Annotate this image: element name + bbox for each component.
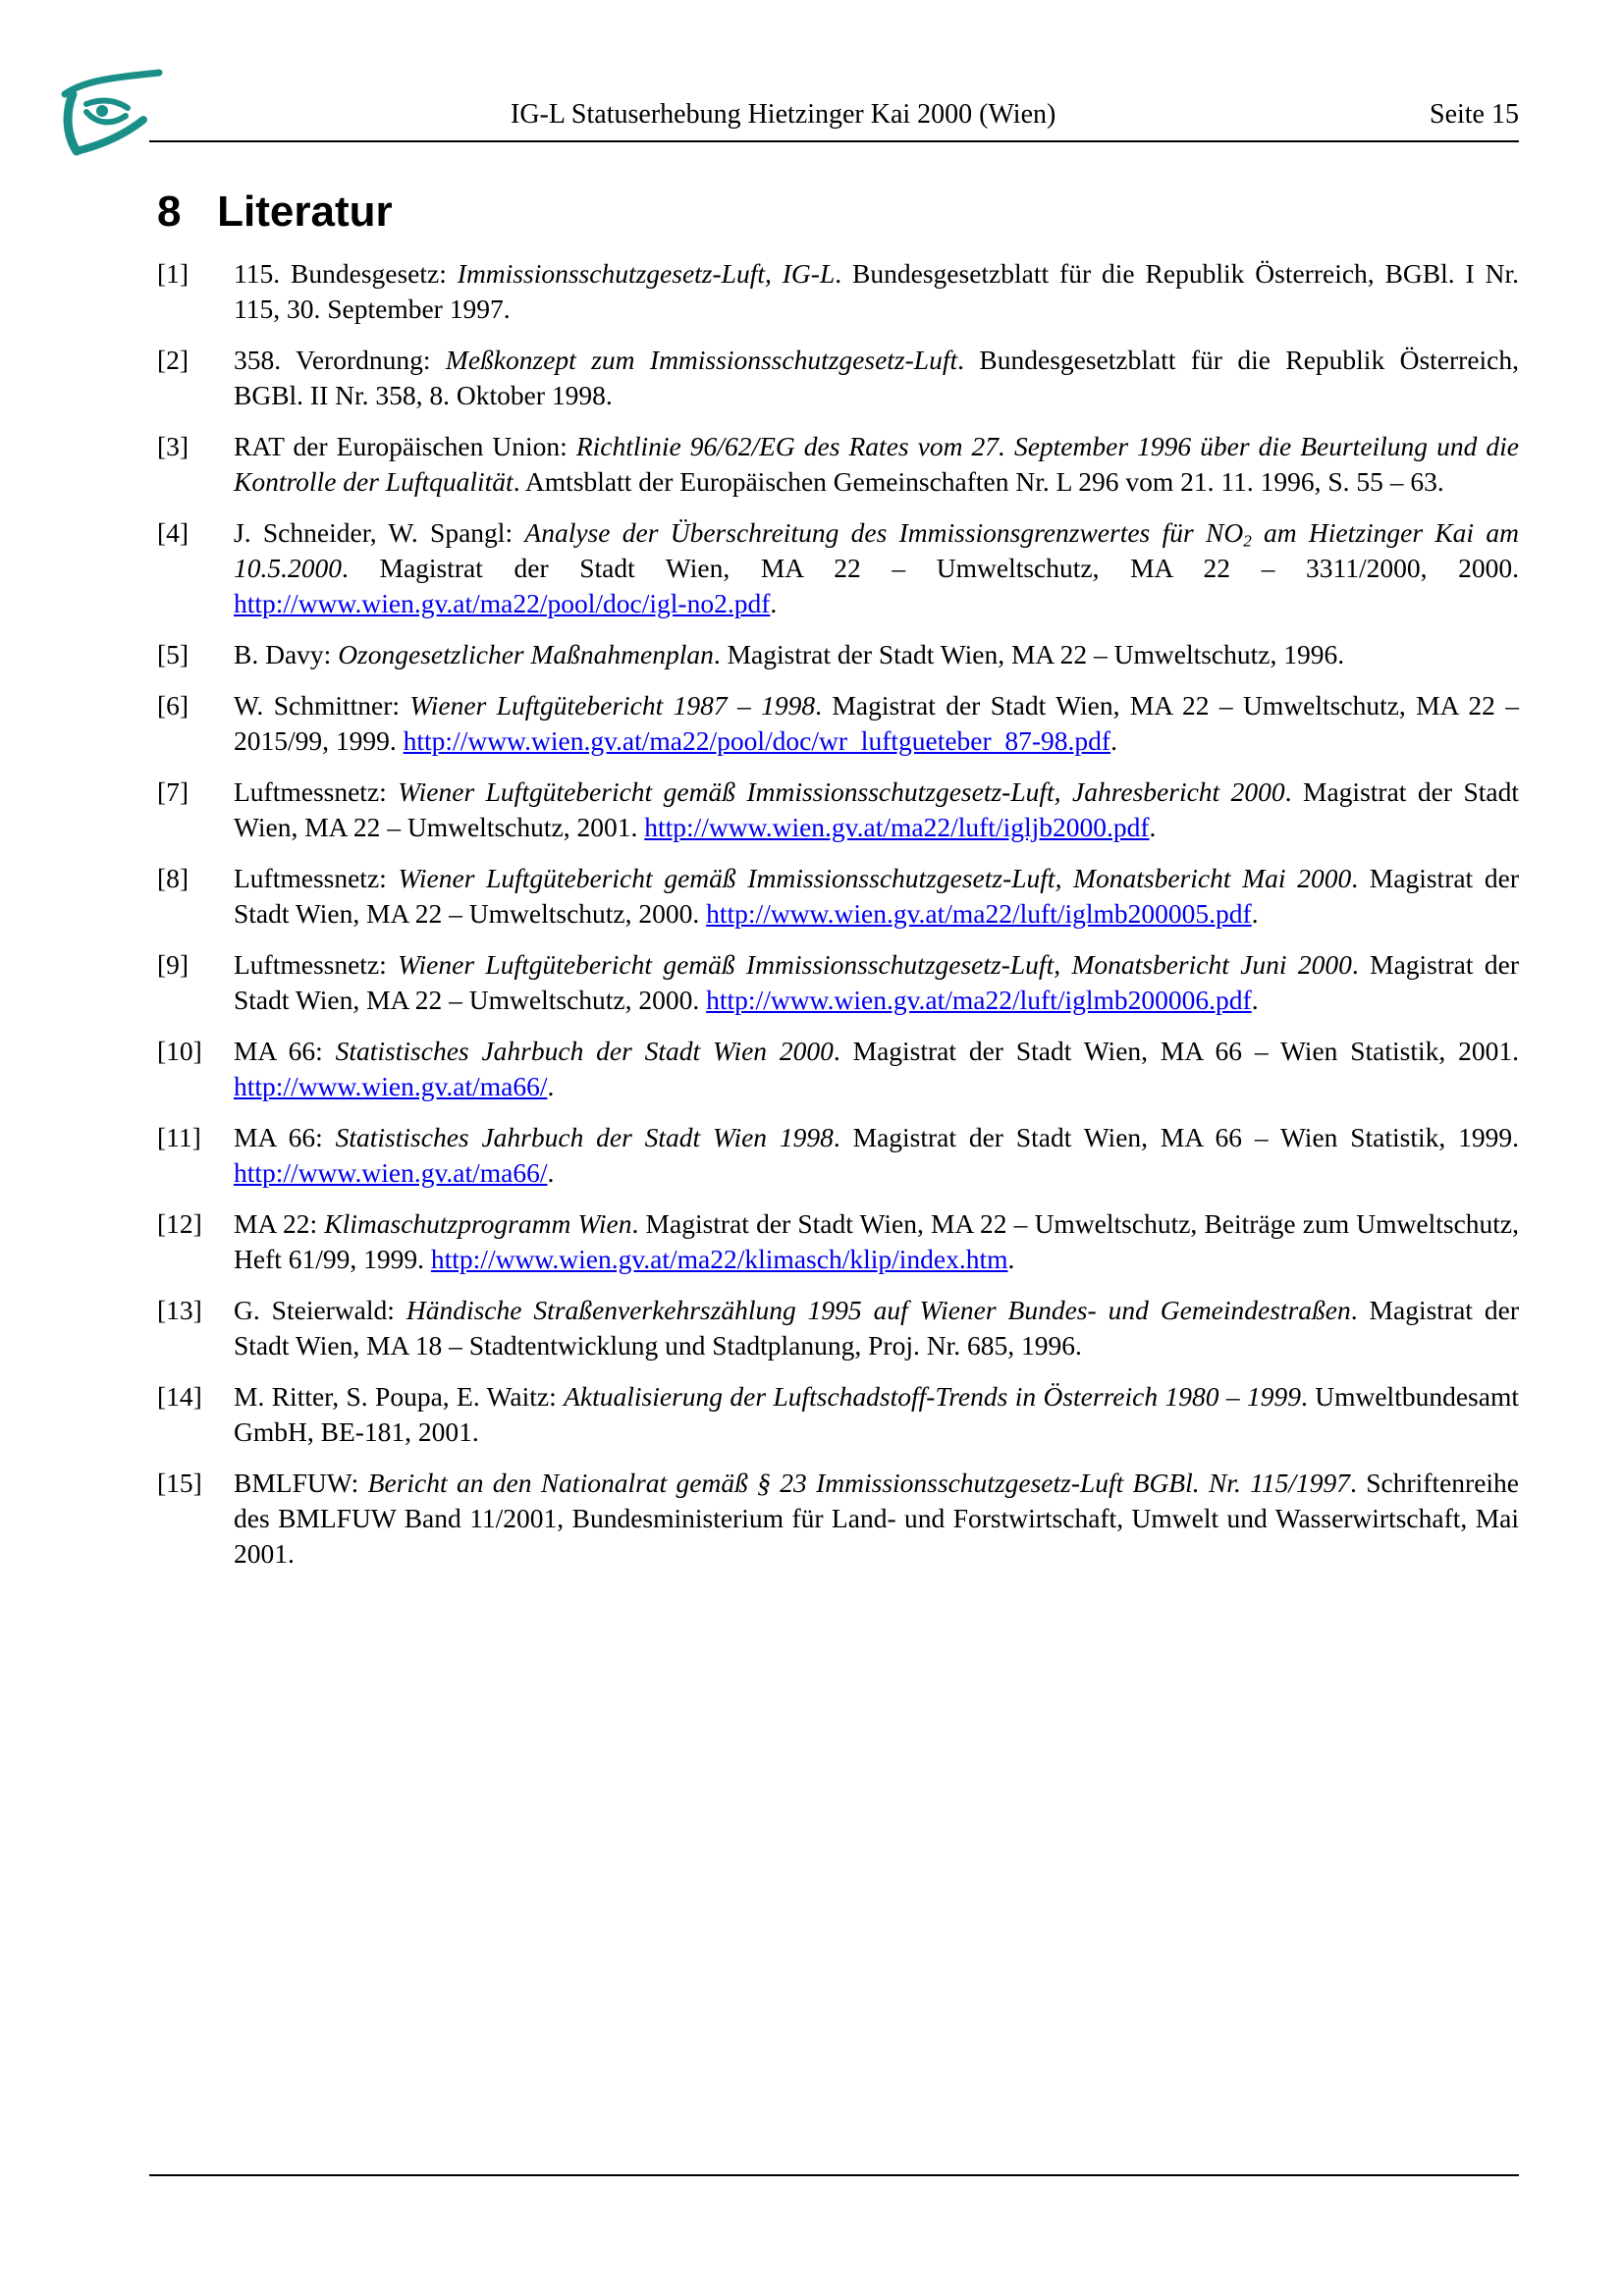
reference-author: Luftmessnetz: (234, 776, 399, 807)
teal-eye-logo-icon (57, 65, 163, 159)
reference-link[interactable]: http://www.wien.gv.at/ma22/pool/doc/igl-no2.pdf (234, 588, 771, 618)
reference-details: . Magistrat der Stadt Wien, MA 22 – Umweltschutz, MA 22 – 3311/2000, 2000. (342, 553, 1519, 583)
reference-item: [8] Luftmessnetz: Wiener Luftgütebericht gemäß Immissionsschutzgesetz-Luft, Monatsbericht Mai 2000. Magistrat der Stadt Wien, MA 22 – Umweltschutz, 2000. http://www.wien.gv.at/ma22/luft/iglmb200005.pdf. (157, 863, 1520, 929)
reference-details: . Magistrat der Stadt Wien, MA 22 – Umweltschutz, MA 22 – 2015/99, 1999. (234, 690, 1519, 756)
reference-title: Aktualisierung der Luftschadstoff-Trends in Österreich 1980 – 1999 (564, 1381, 1301, 1412)
reference-number: [12] (157, 1208, 202, 1239)
reference-item (157, 637, 1519, 672)
reference-details: . Magistrat der Stadt Wien, MA 22 – Umweltschutz, 2000. (234, 949, 1520, 1015)
reference-author: BMLFUW: (234, 1468, 368, 1498)
reference-title: Bericht an den Nationalrat gemäß § 23 Immissionsschutzgesetz-Luft BGBl. Nr. 115/1997 (367, 1468, 1351, 1498)
reference-item (157, 256, 1519, 327)
reference-number: [9] (157, 949, 189, 980)
reference-title: Ozongesetzlicher Maßnahmenplan (338, 639, 714, 669)
reference-number: [5] (157, 639, 189, 669)
reference-link[interactable]: http://www.wien.gv.at/ma22/luft/iglmb200006.pdf (706, 985, 1252, 1015)
section-number: 8 (157, 187, 182, 236)
reference-details: . Magistrat der Stadt Wien, MA 66 – Wien Statistik, 2001. (833, 1036, 1520, 1066)
reference-list (157, 256, 1519, 1587)
reference-author: B. Davy: (234, 639, 339, 669)
reference-item (157, 429, 1519, 500)
reference-author: M. Ritter, S. Poupa, E. Waitz: (234, 1381, 565, 1412)
reference-title: Analyse der Überschreitung des Immissionsgrenzwertes für $NO_2$ am Hietzinger Kai am 10.5.2000 (234, 517, 1519, 583)
reference-title: Statistisches Jahrbuch der Stadt Wien 2000 (335, 1036, 834, 1066)
reference-item (157, 1293, 1519, 1363)
reference-details: . Bundesgesetzblatt für die Republik Österreich, BGBl. II Nr. 358, 8. Oktober 1998. (234, 345, 1519, 410)
reference-number: [13] (157, 1295, 202, 1325)
reference-details: . Magistrat der Stadt Wien, MA 66 – Wien Statistik, 1999. (833, 1122, 1520, 1152)
reference-number: [8] (157, 863, 189, 893)
reference-link[interactable]: http://www.wien.gv.at/ma22/klimasch/klip/index.htm (430, 1244, 1008, 1274)
reference-item: [7] Luftmessnetz: Wiener Luftgütebericht gemäß Immissionsschutzgesetz-Luft, Jahresbericht 2000. Magistrat der Stadt Wien, MA 22 – Umweltschutz, 2001. http://www.wien.gv.at/ma22/luft/igljb2000.pdf. (157, 776, 1519, 842)
reference-details: . Umweltbundesamt GmbH, BE-181, 2001. (234, 1381, 1519, 1447)
reference-item (157, 343, 1519, 413)
reference-number: [10] (157, 1036, 202, 1066)
reference-title: Wiener Luftgütebericht gemäß Immissionsschutzgesetz-Luft, Monatsbericht Juni 2000 (398, 949, 1352, 980)
reference-details: . Magistrat der Stadt Wien, MA 22 – Umweltschutz, 2001. (234, 776, 1519, 842)
page-number: Seite 15 (1430, 99, 1519, 130)
reference-author: MA 66: (234, 1036, 336, 1066)
reference-author: G. Steierwald: (234, 1295, 406, 1325)
reference-author: 115. Bundesgesetz: (234, 258, 458, 289)
reference-link[interactable]: http://www.wien.gv.at/ma22/pool/doc/wr_luftgueteber_87-98.pdf (403, 725, 1111, 756)
reference-number: [3] (157, 431, 189, 461)
reference-details: . Magistrat der Stadt Wien, MA 22 – Umweltschutz, Beiträge zum Umweltschutz, Heft 61/99, 1999. (234, 1208, 1519, 1274)
reference-author: RAT der Europäischen Union: (234, 431, 576, 461)
section-title: Literatur (217, 187, 393, 236)
reference-title: Wiener Luftgütebericht gemäß Immissionsschutzgesetz-Luft, Monatsbericht Mai 2000 (398, 863, 1352, 893)
reference-number: [1] (157, 258, 189, 289)
reference-link[interactable]: http://www.wien.gv.at/ma66/ (234, 1157, 548, 1188)
footer-rule (149, 2174, 1519, 2176)
reference-number: [15] (157, 1468, 202, 1498)
reference-details: . Schriftenreihe des BMLFUW Band 11/2001, Bundesministerium für Land- und Forstwirtschaft, Umwelt und Wasserwirtschaft, Mai 2001. (234, 1468, 1520, 1569)
reference-item: [12] MA 22: Klimaschutzprogramm Wien. Magistrat der Stadt Wien, MA 22 – Umweltschutz, Beiträge zum Umweltschutz, Heft 61/99, 1999. http://www.wien.gv.at/ma22/klimasch/klip/index.htm. (157, 1208, 1519, 1274)
subscript-2: 2 (1243, 531, 1252, 551)
section-heading (157, 187, 393, 238)
reference-details: . Bundesgesetzblatt für die Republik Österreich, BGBl. I Nr. 115, 30. September 1997. (234, 258, 1519, 324)
reference-item: [4] J. Schneider, W. Spangl: Analyse der Überschreitung des Immissionsgrenzwertes für $NO_2$ am Hietzinger Kai am 10.5.2000. Magistrat der Stadt Wien, MA 22 – Umweltschutz, MA 22 – 3311/2000, 2000. http://www.wien.gv.at/ma22/pool/doc/igl-no2.pdf. (157, 517, 1519, 618)
reference-title: Händische Straßenverkehrszählung 1995 auf Wiener Bundes- und Gemeindestraßen (406, 1295, 1351, 1325)
reference-details: . Amtsblatt der Europäischen Gemeinschaften Nr. L 296 vom 21. 11. 1996, S. 55 – 63. (513, 466, 1444, 497)
reference-author: MA 66: (234, 1122, 336, 1152)
reference-number: [4] (157, 517, 189, 548)
reference-item: [6] W. Schmittner: Wiener Luftgütebericht 1987 – 1998. Magistrat der Stadt Wien, MA 22 – Umweltschutz, MA 22 – 2015/99, 1999. http://www.wien.gv.at/ma22/pool/doc/wr_luftgueteber_87-98.pdf. (157, 690, 1519, 756)
reference-author: J. Schneider, W. Spangl: (234, 517, 525, 548)
reference-title: Wiener Luftgütebericht gemäß Immissionsschutzgesetz-Luft, Jahresbericht 2000 (398, 776, 1285, 807)
reference-number: [11] (157, 1122, 201, 1152)
reference-item (157, 1466, 1519, 1572)
reference-title: Statistisches Jahrbuch der Stadt Wien 1998 (335, 1122, 834, 1152)
reference-number: [14] (157, 1381, 202, 1412)
reference-title: Wiener Luftgütebericht 1987 – 1998 (409, 690, 816, 721)
reference-item: [9] Luftmessnetz: Wiener Luftgütebericht gemäß Immissionsschutzgesetz-Luft, Monatsbericht Juni 2000. Magistrat der Stadt Wien, MA 22 – Umweltschutz, 2000. http://www.wien.gv.at/ma22/luft/iglmb200006.pdf. (157, 949, 1520, 1015)
reference-link[interactable]: http://www.wien.gv.at/ma66/ (234, 1071, 548, 1101)
reference-link[interactable]: http://www.wien.gv.at/ma22/luft/igljb2000.pdf (644, 812, 1150, 842)
reference-author: MA 22: (234, 1208, 325, 1239)
reference-author: Luftmessnetz: (234, 863, 399, 893)
reference-number: [7] (157, 776, 189, 807)
reference-details: . Magistrat der Stadt Wien, MA 18 – Stadtentwicklung und Stadtplanung, Proj. Nr. 685, 1996. (234, 1295, 1519, 1361)
reference-title: Meßkonzept zum Immissionsschutzgesetz-Luft (445, 345, 958, 375)
reference-author: 358. Verordnung: (234, 345, 446, 375)
reference-number: [6] (157, 690, 189, 721)
reference-title: Immissionsschutzgesetz-Luft, IG-L (457, 258, 836, 289)
reference-link[interactable]: http://www.wien.gv.at/ma22/luft/iglmb200005.pdf (706, 898, 1252, 929)
header-rule (149, 140, 1519, 142)
reference-title: Richtlinie 96/62/EG des Rates vom 27. September 1996 über die Beurteilung und die Kontrolle der Luftqualität (234, 431, 1520, 497)
running-header-title: IG-L Statuserhebung Hietzinger Kai 2000 (Wien) (511, 99, 1056, 130)
reference-details: . Magistrat der Stadt Wien, MA 22 – Umweltschutz, 1996. (713, 639, 1345, 669)
reference-title: Klimaschutzprogramm Wien (324, 1208, 632, 1239)
reference-author: W. Schmittner: (234, 690, 410, 721)
reference-item: [11] MA 66: Statistisches Jahrbuch der Stadt Wien 1998. Magistrat der Stadt Wien, MA 66 – Wien Statistik, 1999. http://www.wien.gv.at/ma66/. (157, 1122, 1520, 1188)
reference-details: . Magistrat der Stadt Wien, MA 22 – Umweltschutz, 2000. (234, 863, 1520, 929)
reference-number: [2] (157, 345, 189, 375)
reference-author: Luftmessnetz: (234, 949, 399, 980)
reference-item (157, 1379, 1519, 1450)
reference-item: [10] MA 66: Statistisches Jahrbuch der Stadt Wien 2000. Magistrat der Stadt Wien, MA 66 – Wien Statistik, 2001. http://www.wien.gv.at/ma66/. (157, 1036, 1520, 1101)
